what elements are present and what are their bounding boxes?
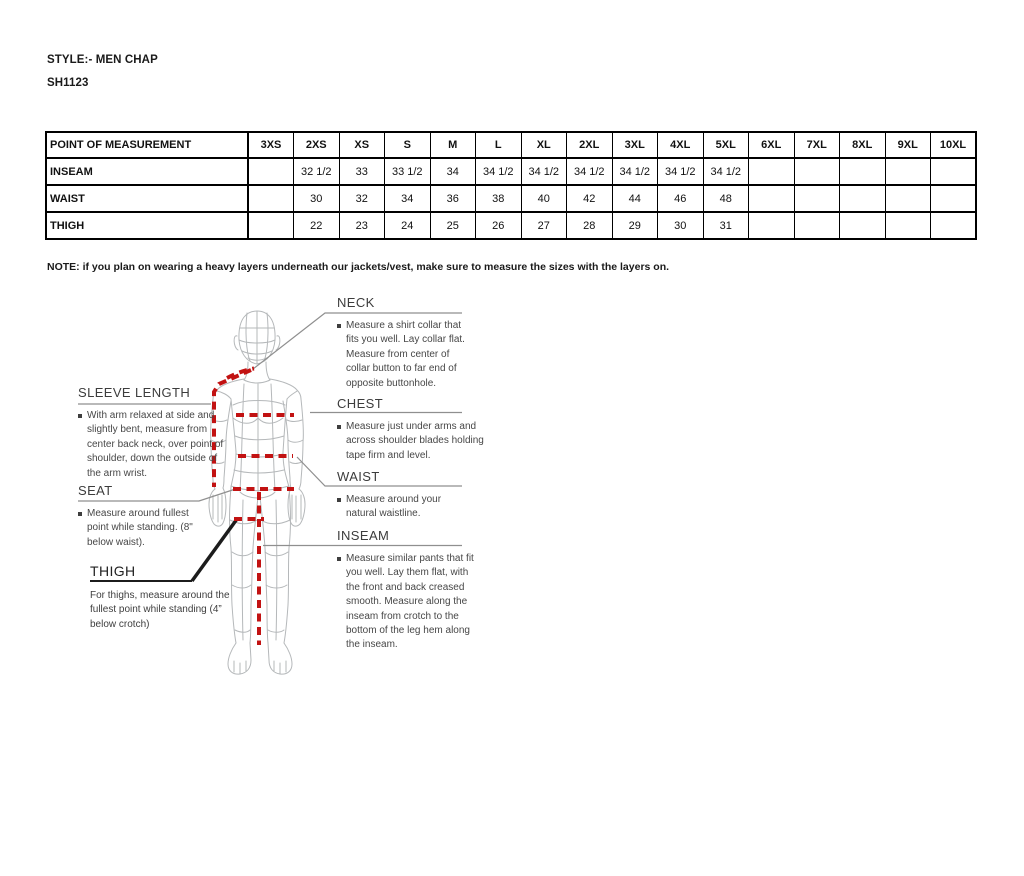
bullet-icon: [78, 414, 82, 418]
size-cell: 36: [430, 185, 476, 212]
waist-heading: WAIST: [337, 469, 380, 484]
col-header-xs: XS: [339, 132, 385, 158]
col-header-4xl: 4XL: [658, 132, 704, 158]
bullet-icon: [78, 512, 82, 516]
size-cell: 42: [567, 185, 613, 212]
row-label-thigh: THIGH: [46, 212, 248, 239]
size-cell: 34: [385, 185, 431, 212]
neck-section: [337, 296, 477, 391]
col-header-10xl: 10XL: [931, 132, 977, 158]
col-header-5xl: 5XL: [703, 132, 749, 158]
bullet-icon: [337, 557, 341, 561]
size-cell: 38: [476, 185, 522, 212]
size-cell: 48: [703, 185, 749, 212]
seat-description: Measure around fullest point while standing. (8" below waist).: [87, 508, 193, 548]
chest-heading: CHEST: [337, 396, 384, 411]
size-cell: 34 1/2: [658, 158, 704, 185]
size-cell: 31: [703, 212, 749, 239]
waist-description: Measure around your natural waistline.: [346, 494, 442, 520]
size-cell: 32: [339, 185, 385, 212]
sleeve-length-description: With arm relaxed at side and slightly bent, measure from center back neck, over point of shoulder, down the outside of the arm wrist.: [87, 410, 224, 479]
bullet-icon: [337, 498, 341, 502]
style-code: SH1123: [47, 77, 89, 89]
thigh-description: For thighs, measure around the fullest point while standing (4” below crotch): [90, 590, 230, 630]
size-cell: 34 1/2: [476, 158, 522, 185]
note-text: NOTE: if you plan on wearing a heavy layers underneath our jackets/vest, make sure to measure the sizes with the layers on.: [47, 261, 670, 273]
size-cell: 33: [339, 158, 385, 185]
chest-section: [337, 397, 489, 463]
size-cell: 34 1/2: [521, 158, 567, 185]
inseam-section: [337, 529, 483, 653]
size-cell: 28: [567, 212, 613, 239]
size-cell: 22: [294, 212, 340, 239]
thigh-section: [90, 564, 242, 632]
size-cell: 27: [521, 212, 567, 239]
thigh-heading: THIGH: [90, 563, 136, 579]
col-header-3xs: 3XS: [248, 132, 294, 158]
size-cell: 34 1/2: [612, 158, 658, 185]
size-cell: 33 1/2: [385, 158, 431, 185]
size-cell: 23: [339, 212, 385, 239]
chest-description: Measure just under arms and across shoulder blades holding tape firm and level.: [346, 421, 484, 461]
size-cell: 34: [430, 158, 476, 185]
size-cell: 32 1/2: [294, 158, 340, 185]
waist-section: [337, 470, 477, 522]
col-header-7xl: 7XL: [794, 132, 840, 158]
col-header-2xs: 2XS: [294, 132, 340, 158]
col-header-s: S: [385, 132, 431, 158]
col-header-l: L: [476, 132, 522, 158]
neck-description: Measure a shirt collar that fits you well. Lay collar flat. Measure from center of collar button to far end of opposite buttonhole.: [346, 320, 465, 389]
col-header-xl: XL: [521, 132, 567, 158]
row-label-waist: WAIST: [46, 185, 248, 212]
seat-section: [78, 484, 214, 550]
bullet-icon: [337, 324, 341, 328]
inseam-heading: INSEAM: [337, 528, 390, 543]
size-cell: 30: [294, 185, 340, 212]
size-cell: 30: [658, 212, 704, 239]
size-cell: 44: [612, 185, 658, 212]
col-header-3xl: 3XL: [612, 132, 658, 158]
style-title: STYLE:- MEN CHAP: [47, 54, 158, 66]
neck-heading: NECK: [337, 295, 375, 310]
col-header-m: M: [430, 132, 476, 158]
col-header-point-of-measurement: POINT OF MEASUREMENT: [46, 132, 248, 158]
sleeve-length-heading: SLEEVE LENGTH: [78, 385, 191, 400]
col-header-8xl: 8XL: [840, 132, 886, 158]
inseam-description: Measure similar pants that fit you well. Lay them flat, with the front and back creased smooth. Measure along the inseam from crotch to the bottom of the leg hem along the inseam.: [346, 553, 474, 651]
row-label-inseam: INSEAM: [46, 158, 248, 185]
sleeve-length-section: [78, 386, 230, 481]
size-cell: 24: [385, 212, 431, 239]
size-cell: 34 1/2: [567, 158, 613, 185]
col-header-2xl: 2XL: [567, 132, 613, 158]
size-cell: 29: [612, 212, 658, 239]
size-cell: 46: [658, 185, 704, 212]
bullet-icon: [337, 425, 341, 429]
size-cell: 26: [476, 212, 522, 239]
size-cell: 34 1/2: [703, 158, 749, 185]
size-cell: 40: [521, 185, 567, 212]
col-header-9xl: 9XL: [885, 132, 931, 158]
size-cell: 25: [430, 212, 476, 239]
col-header-6xl: 6XL: [749, 132, 795, 158]
seat-heading: SEAT: [78, 483, 113, 498]
